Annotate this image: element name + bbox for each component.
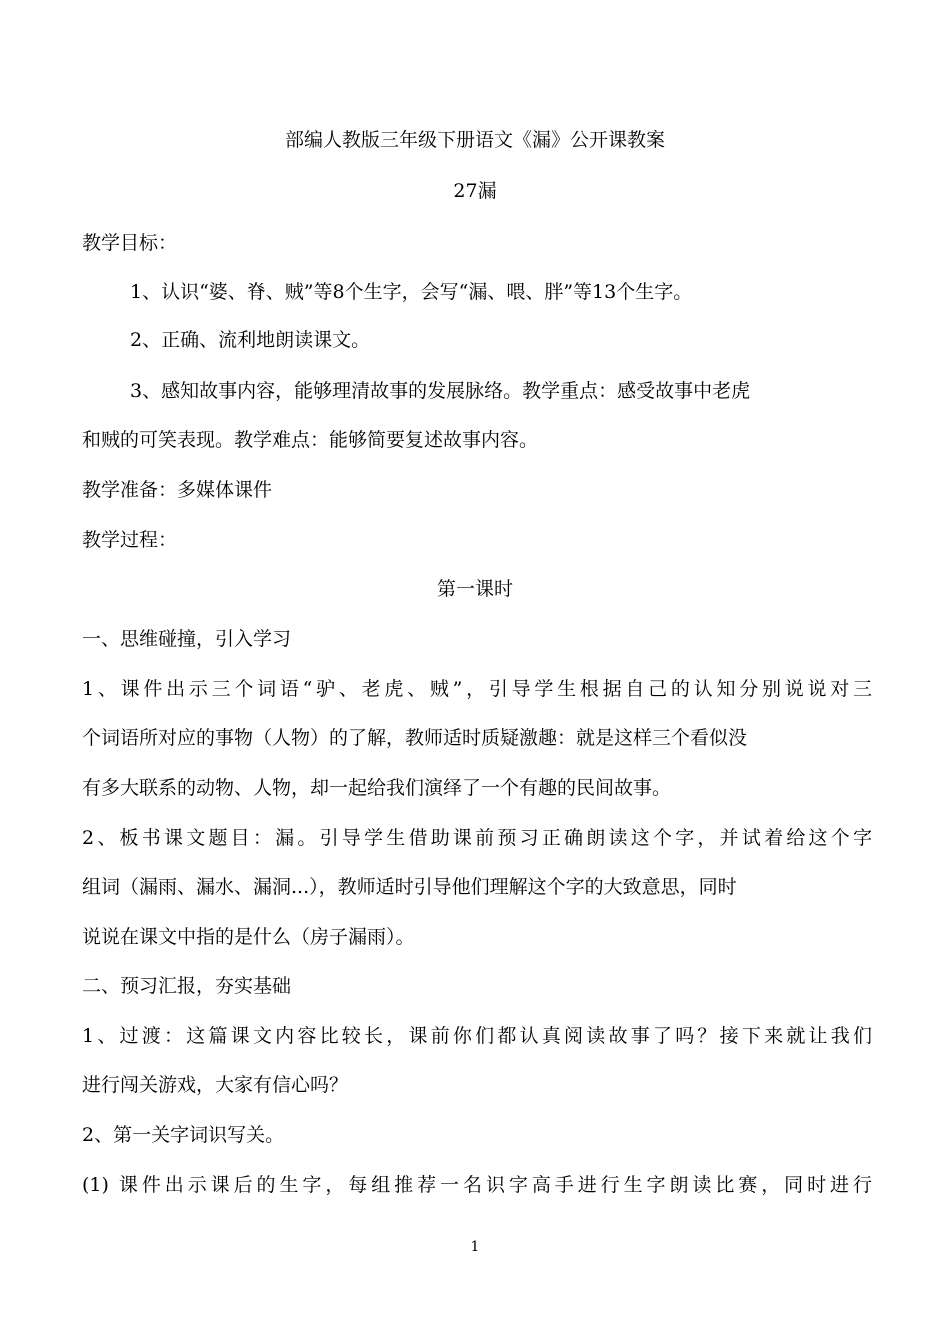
paragraph-line: 有多大联系的动物、人物，却一起给我们演绎了一个有趣的民间故事。 xyxy=(82,777,672,799)
paragraph-line: 组词（漏雨、漏水、漏洞...），教师适时引导他们理解这个字的大致意思，同时 xyxy=(82,876,737,898)
goal-item: 2、正确、流利地朗读课文。 xyxy=(130,329,371,351)
goals-heading: 教学目标： xyxy=(82,232,178,254)
lesson-heading: 第一课时 xyxy=(436,578,513,600)
paragraph-line: 说说在课文中指的是什么（房子漏雨）。 xyxy=(82,926,415,948)
paragraph-line: (1) 课件出示课后的生字，每组推荐一名识字高手进行生字朗读比赛，同时进行 xyxy=(82,1174,872,1196)
goal-item: 3、感知故事内容，能够理清故事的发展脉络。教学重点：感受故事中老虎 xyxy=(130,380,751,402)
paragraph-line: 2、板书课文题目：漏。引导学生借助课前预习正确朗读这个字，并试着给这个字 xyxy=(82,827,872,849)
process-heading: 教学过程： xyxy=(82,529,178,551)
paragraph-line: 个词语所对应的事物（人物）的了解，教师适时质疑激趣：就是这样三个看似没 xyxy=(82,727,748,749)
lesson-number-title: 27漏 xyxy=(453,180,497,202)
goal-item-continuation: 和贼的可笑表现。教学难点：能够简要复述故事内容。 xyxy=(82,429,539,451)
goal-item: 1、认识“婆、脊、贼”等8个生字，会写“漏、喂、胖”等13个生字。 xyxy=(130,281,693,303)
preparation-line: 教学准备：多媒体课件 xyxy=(82,479,273,501)
section-heading: 一、思维碰撞，引入学习 xyxy=(82,628,292,650)
paragraph-line: 1、过渡：这篇课文内容比较长，课前你们都认真阅读故事了吗？接下来就让我们 xyxy=(82,1025,872,1047)
document-title: 部编人教版三年级下册语文《漏》公开课教案 xyxy=(284,129,665,151)
paragraph-line: 1、课件出示三个词语“驴、老虎、贼”，引导学生根据自己的认知分别说说对三 xyxy=(82,678,872,700)
section-heading: 二、预习汇报，夯实基础 xyxy=(82,975,292,997)
paragraph-line: 进行闯关游戏，大家有信心吗？ xyxy=(82,1074,349,1096)
page-number: 1 xyxy=(470,1239,480,1255)
paragraph-line: 2、第一关字词识写关。 xyxy=(82,1124,285,1146)
